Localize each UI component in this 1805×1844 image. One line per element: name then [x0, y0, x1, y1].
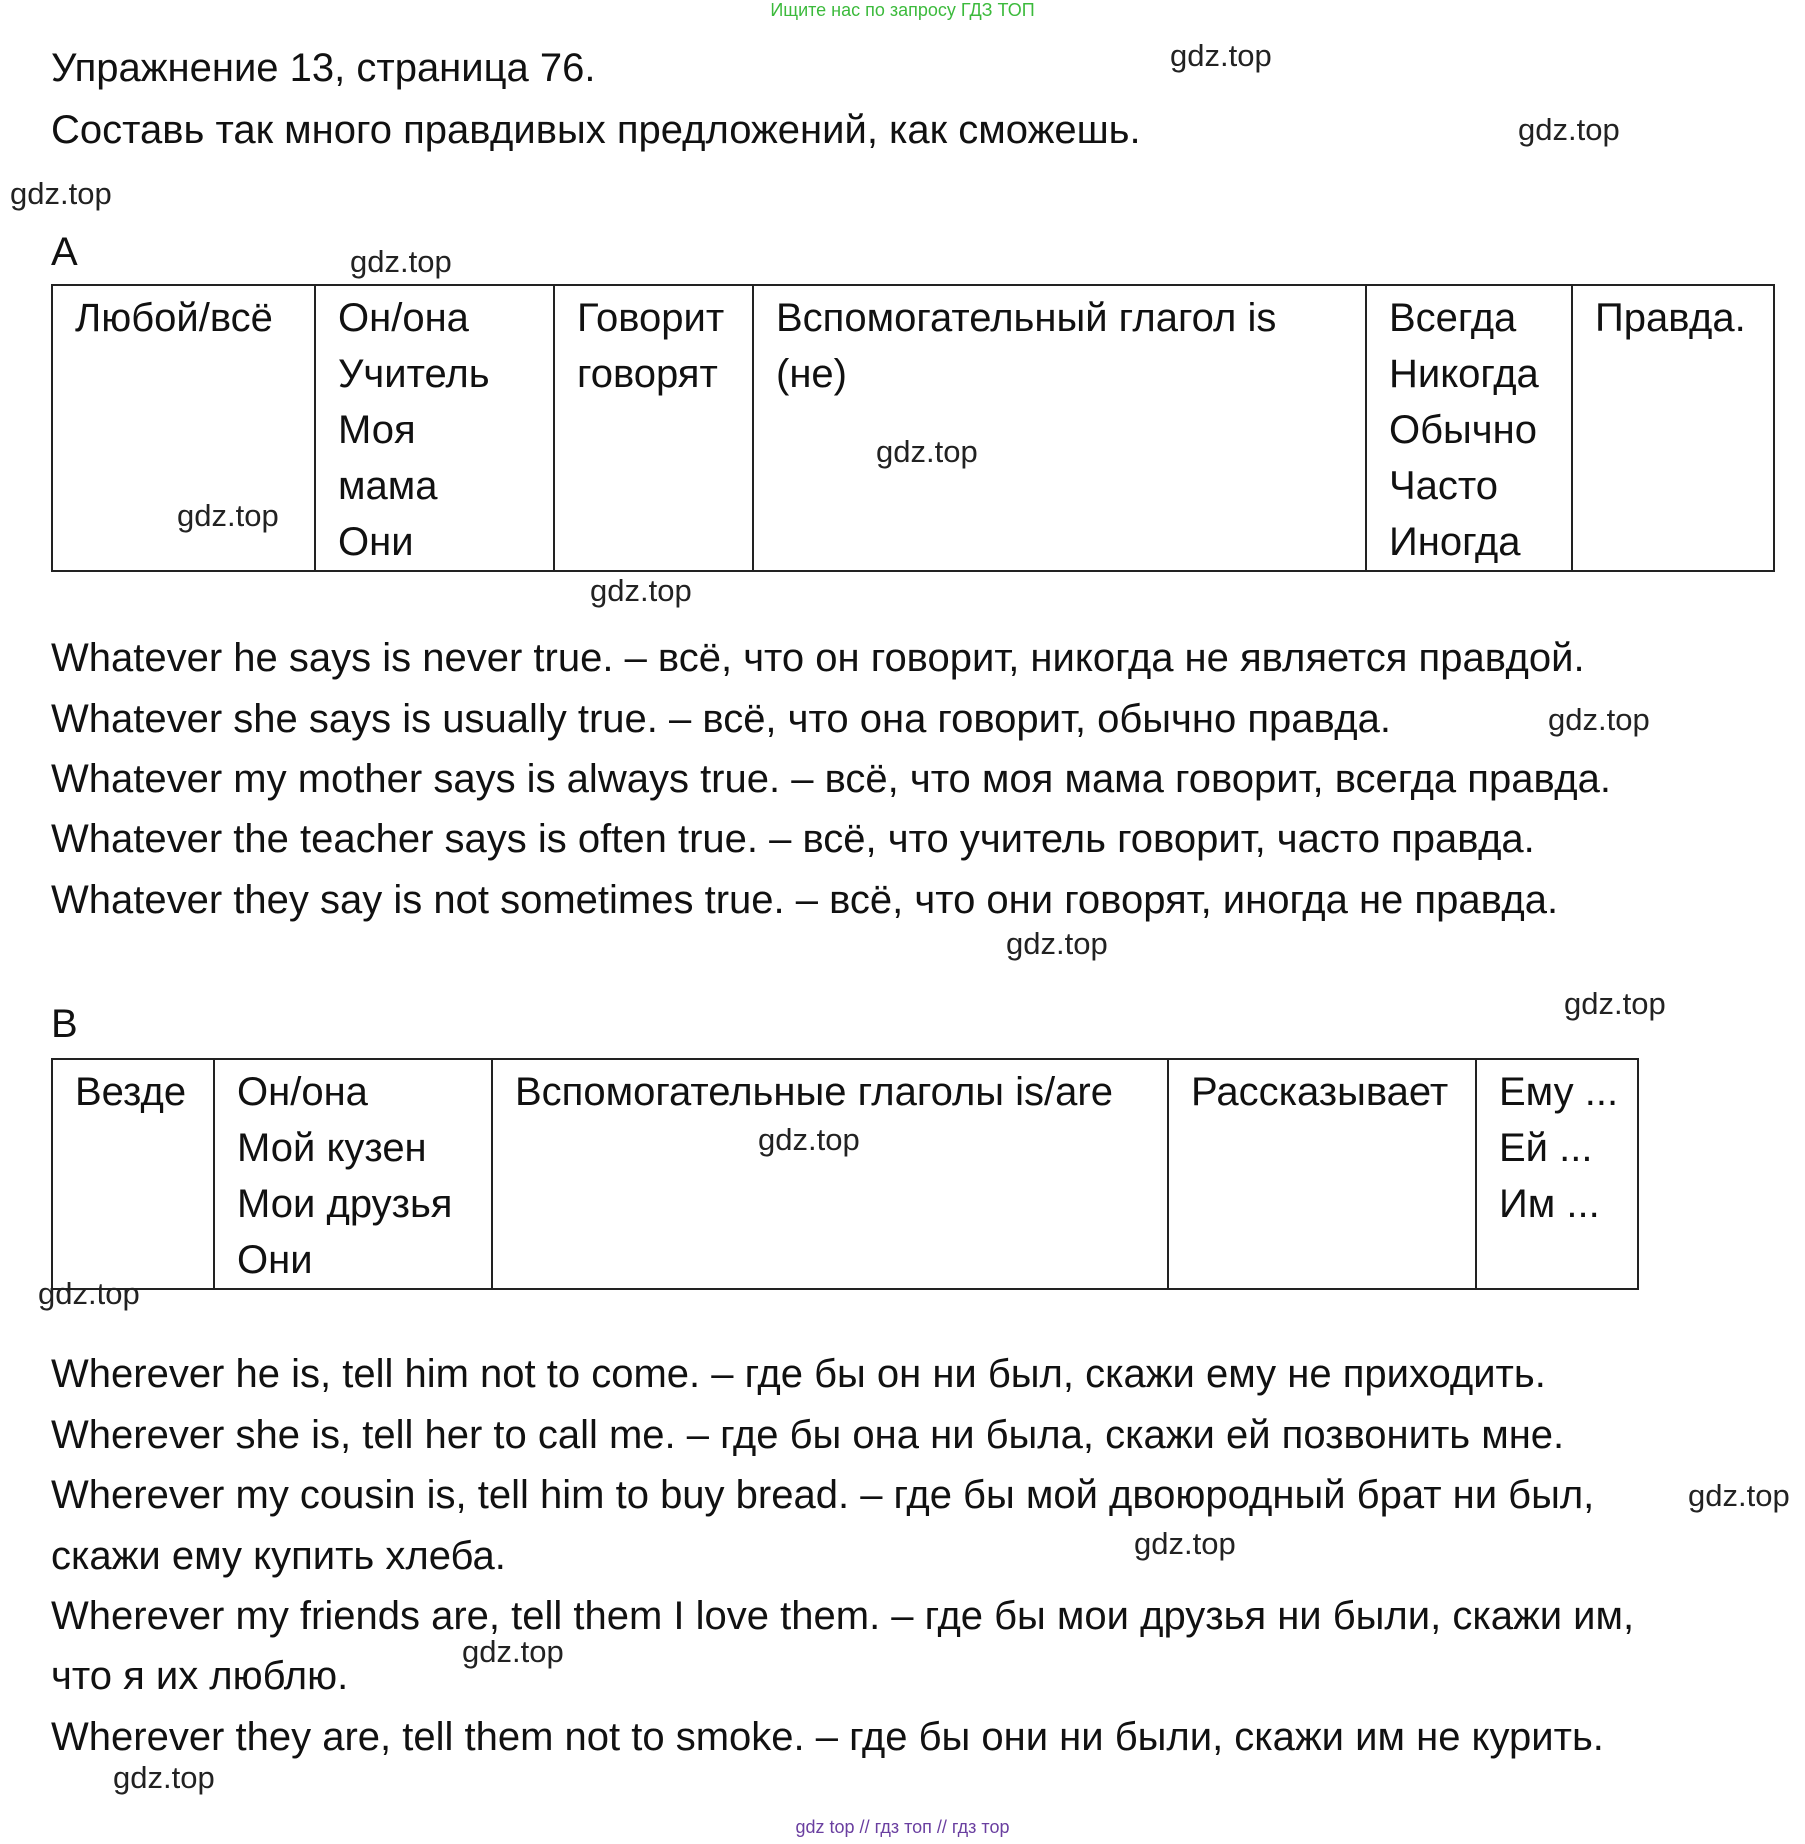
footer-links: gdz top // гдз топ // гдз тор — [795, 1817, 1010, 1837]
cell-line: Рассказывает — [1191, 1070, 1449, 1114]
table-cell — [214, 1059, 492, 1289]
table-row — [52, 285, 1774, 571]
watermark: gdz.top — [1688, 1478, 1790, 1513]
sentence-b-1: Wherever he is, tell him not to come. – где бы он ни был, скажи ему не приходить. — [51, 1352, 1546, 1396]
watermark: gdz.top — [113, 1760, 215, 1795]
table-cell — [1572, 285, 1774, 571]
cell-line: мама — [338, 464, 438, 508]
watermark: gdz.top — [1170, 38, 1272, 73]
sentence-a-2: Whatever she says is usually true. – всё, что она говорит, обычно правда. — [51, 697, 1391, 741]
table-cell — [315, 285, 554, 571]
cell-line: Он/она — [237, 1070, 368, 1114]
cell-line: (не) — [776, 352, 847, 396]
cell-line: Правда. — [1595, 296, 1746, 340]
watermark: gdz.top — [1006, 926, 1108, 961]
exercise-title: Упражнение 13, страница 76. — [51, 46, 596, 90]
cell-line: Никогда — [1389, 352, 1539, 396]
cell-line: Он/она — [338, 296, 469, 340]
cell-line: Им ... — [1499, 1182, 1600, 1226]
watermark: gdz.top — [1134, 1526, 1236, 1561]
cell-line: говорят — [577, 352, 718, 396]
sentence-b-3-continuation: скажи ему купить хлеба. — [51, 1534, 506, 1578]
watermark: gdz.top — [38, 1276, 140, 1311]
table-cell — [492, 1059, 1168, 1289]
table-cell — [753, 285, 1366, 571]
table-cell — [554, 285, 753, 571]
table-cell — [52, 1059, 214, 1289]
table-cell — [1476, 1059, 1638, 1289]
cell-line: Любой/всё — [75, 296, 273, 340]
cell-line: Мой кузен — [237, 1126, 427, 1170]
watermark: gdz.top — [462, 1634, 564, 1669]
cell-line: Иногда — [1389, 520, 1521, 564]
section-b-label: B — [51, 1002, 78, 1046]
sentence-a-3: Whatever my mother says is always true. – всё, что моя мама говорит, всегда правда. — [51, 757, 1611, 801]
sentence-a-1: Whatever he says is never true. – всё, что он говорит, никогда не является правдой. — [51, 636, 1585, 680]
cell-line: Мои друзья — [237, 1182, 453, 1226]
cell-line: Везде — [75, 1070, 187, 1114]
watermark: gdz.top — [590, 573, 692, 608]
cell-line: Ей ... — [1499, 1126, 1593, 1170]
sentence-b-4: Wherever my friends are, tell them I love them. – где бы мои друзья ни были, скажи им, — [51, 1594, 1635, 1638]
cell-line: Всегда — [1389, 296, 1517, 340]
sentence-b-3: Wherever my cousin is, tell him to buy bread. – где бы мой двоюродный брат ни был, — [51, 1473, 1595, 1517]
top-banner: Ищите нас по запросу ГДЗ ТОП — [770, 0, 1035, 20]
cell-line: Вспомогательные глаголы is/are — [515, 1070, 1113, 1114]
sentence-a-4: Whatever the teacher says is often true. – всё, что учитель говорит, часто правда. — [51, 817, 1535, 861]
section-a-label: A — [51, 230, 78, 274]
sentence-b-5: Wherever they are, tell them not to smoke. – где бы они ни были, скажи им не курить. — [51, 1715, 1604, 1759]
watermark: gdz.top — [758, 1122, 860, 1157]
watermark: gdz.top — [876, 434, 978, 469]
watermark: gdz.top — [1564, 986, 1666, 1021]
cell-line: Они — [338, 520, 414, 564]
cell-line: Ему ... — [1499, 1070, 1619, 1114]
table-cell — [1366, 285, 1572, 571]
watermark: gdz.top — [177, 498, 279, 533]
table-row — [52, 1059, 1638, 1289]
cell-line: Вспомогательный глагол is — [776, 296, 1277, 340]
watermark: gdz.top — [1548, 702, 1650, 737]
sentence-a-5: Whatever they say is not sometimes true. – всё, что они говорят, иногда не правда. — [51, 878, 1559, 922]
cell-line: Они — [237, 1238, 313, 1282]
cell-line: Часто — [1389, 464, 1499, 508]
table-cell — [1168, 1059, 1476, 1289]
watermark: gdz.top — [10, 176, 112, 211]
sentence-b-4-continuation: что я их люблю. — [51, 1654, 349, 1698]
cell-line: Учитель — [338, 352, 490, 396]
section-b-table — [51, 1058, 1639, 1290]
watermark: gdz.top — [1518, 112, 1620, 147]
cell-line: Обычно — [1389, 408, 1537, 452]
section-a-table — [51, 284, 1775, 572]
cell-line: Моя — [338, 408, 416, 452]
cell-line: Говорит — [577, 296, 725, 340]
watermark: gdz.top — [350, 244, 452, 279]
exercise-instruction: Составь так много правдивых предложений, как сможешь. — [51, 108, 1141, 152]
sentence-b-2: Wherever she is, tell her to call me. – где бы она ни была, скажи ей позвонить мне. — [51, 1413, 1565, 1457]
